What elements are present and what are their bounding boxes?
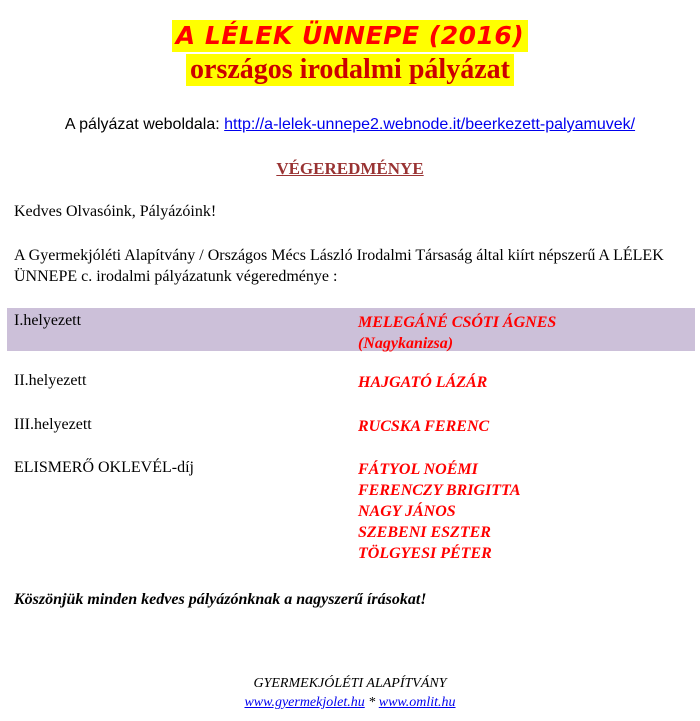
winner-list [358,372,487,393]
footer [0,674,700,712]
place-label: ELISMERŐ OKLEVÉL-díj [14,459,194,476]
winner-name: HAJGATÓ LÁZÁR [358,374,488,391]
winner-list [358,312,556,354]
place-label: I.helyezett [14,312,82,329]
winner-city: (Nagykanizsa) [358,335,454,352]
footer-links [0,693,700,712]
footer-separator: * [364,695,379,710]
winner-name: TÖLGYESI PÉTER [358,545,492,562]
place-label: II.helyezett [14,372,87,389]
winner-name: FÁTYOL NOÉMI [358,461,478,478]
title-line-1: A LÉLEK ÜNNEPE (2016) [172,20,528,52]
place-label: III.helyezett [14,416,92,433]
footer-link-omlit[interactable]: www.omlit.hu [378,695,456,710]
winner-name: SZEBENI ESZTER [358,524,491,541]
website-link[interactable]: http://a-lelek-unnepe2.webnode.it/beerkezett-palyamuvek/ [224,116,636,133]
winner-name: FERENCZY BRIGITTA [358,482,521,499]
result-row-second [7,372,695,396]
thanks-message: Köszönjük minden kedves pályázónknak a nagyszerű írásokat! [14,591,427,608]
greeting: Kedves Olvasóink, Pályázóink! [14,203,217,220]
result-row-third [7,416,695,440]
intro-paragraph: A Gyermekjóléti Alapítvány / Országos Mécs László Irodalmi Társaság által kiírt népszerű A LÉLEK ÜNNEPE c. irodalmi pályázatunk végeredménye : [14,247,664,285]
results-heading: VÉGEREDMÉNYE [276,159,424,178]
website-label: A pályázat weboldala: [64,116,220,133]
page-title [0,20,700,86]
title-line-2: országos irodalmi pályázat [186,54,514,86]
footer-org: GYERMEKJÓLÉTI ALAPÍTVÁNY [253,676,447,691]
winner-name: RUCSKA FERENC [358,418,490,435]
footer-link-gyermekjolet[interactable]: www.gyermekjolet.hu [244,695,365,710]
result-row-honorable [7,459,695,569]
winner-name: NAGY JÁNOS [358,503,456,520]
winner-name: MELEGÁNÉ CSÓTI ÁGNES [358,314,557,331]
website-line [0,116,700,134]
winner-list [358,416,489,437]
winner-list [358,459,521,564]
result-row-first [7,308,695,351]
